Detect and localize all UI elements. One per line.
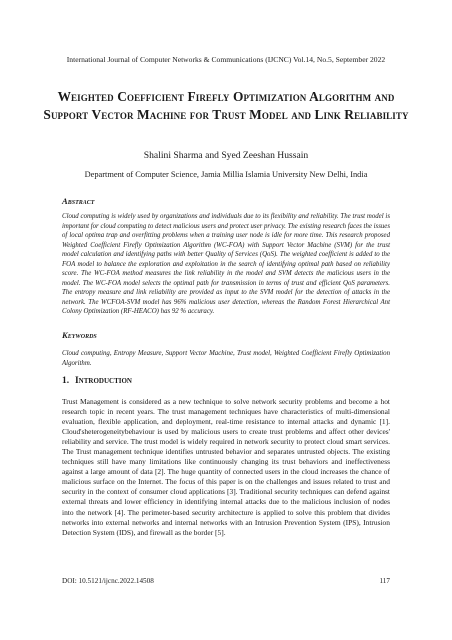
introduction-body: Trust Management is considered as a new technique to solve network security problems and become a hot research topic in recent years. The trust management techniques have characteristics of multi-dimensional evaluation, flexible application, and deployment, real-time resistance to internal attacks and dynamic [1]. Cloud'sheterogeneitybehaviour is used by malicious users to create trust problems and affect other devices' reliability and service. The trust model is widely required in network security to protect cloud smart services. The Trust management technique identifies untrusted behavior and separates untrusted objects. The existing techniques still have many limitations like continuously changing its trust behaviors and ineffectiveness against a large amount of data [2]. The huge quantity of connected users in the cloud increases the chance of malicious surface on the Internet. The focus of this paper is on the challenges and issues related to trust and security in the context of consumer cloud applications [3]. Traditional security techniques can defend against external threats and lower efficiency in identifying internal attacks due to the malicious inclusion of nodes into the network [4]. The perimeter-based security architecture is applied to solve this problem that divides networks into external networks and internal networks with an Intrusion Prevention System (IPS), Intrusion Detection System (IDS), and firewall as the border [5]. <box>62 397 390 537</box>
introduction-heading <box>62 376 132 386</box>
keywords-heading: Keywords <box>62 330 97 340</box>
abstract-heading: Abstract <box>62 196 95 206</box>
keywords-body: Cloud computing, Entropy Measure, Support Vector Machine, Trust model, Weighted Coefficient Firefly Optimization Algorithm. <box>62 350 390 367</box>
section-number: 1. <box>62 376 70 386</box>
paper-title: Weighted Coefficient Firefly Optimization Algorithm and Support Vector Machine for Trust Model and Link Reliability <box>43 89 409 122</box>
journal-header: International Journal of Computer Networks & Communications (IJCNC) Vol.14, No.5, September 2022 <box>66 55 386 64</box>
author-list: Shalini Sharma and Syed Zeeshan Hussain <box>143 150 309 161</box>
doi-footer: DOI: 10.5121/ijcnc.2022.14508 <box>62 577 154 585</box>
author-affiliation: Department of Computer Science, Jamia Millia Islamia University New Delhi, India <box>84 170 368 179</box>
page-number: 117 <box>379 577 390 585</box>
section-title: Introduction <box>75 376 132 386</box>
abstract-body: Cloud computing is widely used by organizations and individuals due to its flexibility and reliability. The trust model is important for cloud computing to detect malicious users and protect user privacy. The existing research faces the issues of local optima trap and overfitting problems when a training user node is idle for more time. This research proposed Weighted Coefficient Firefly Optimization Algorithm (WC-FOA) with Support Vector Machine (SVM) for the trust model calculation and identifying paths with better Quality of Services (QoS). The weighted coefficient is added to the FOA model to balance the exploration and exploitation in the search of identifying optimal path based on reliability score. The WC-FOA method measures the link reliability in the model and SVM detects the malicious users in the model. The WC-FOA model selects the optimal path for transmission in terms of trust and efficient QoS parameters. The entropy measure and link reliability are provided as input to the SVM model for the detection of attacks in the network. The WCFOA-SVM model has 96% malicious user detection, whereas the Random Forest Hierarchical Ant Colony Optimization (RF-HEACO) has 92 % accuracy. <box>62 213 390 315</box>
